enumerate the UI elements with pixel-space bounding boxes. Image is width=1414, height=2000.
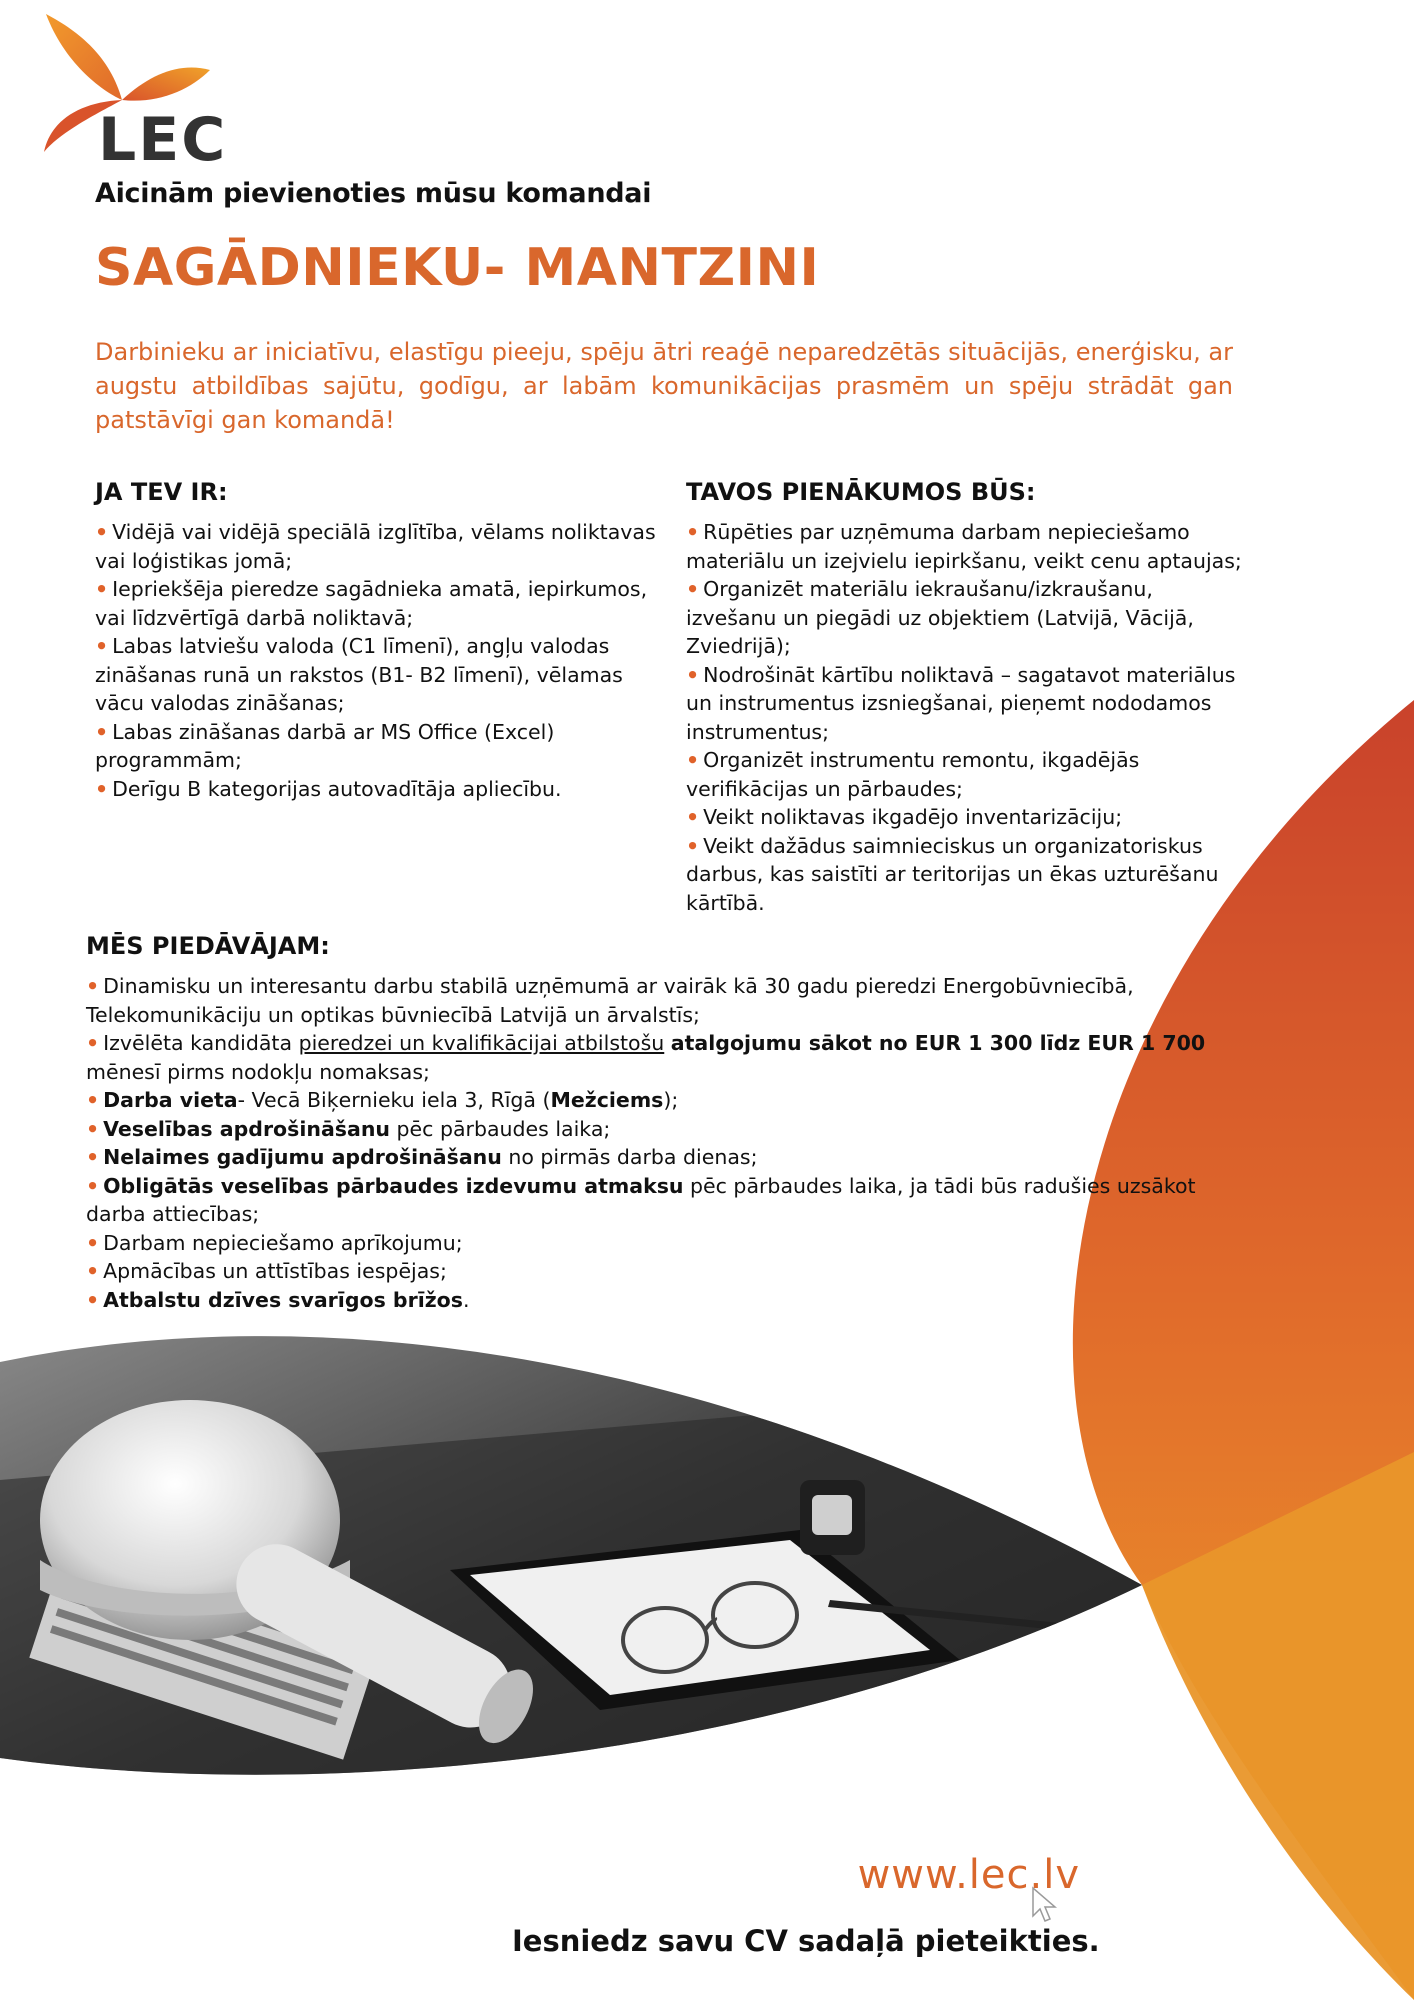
bullet-icon: • [686, 577, 700, 601]
bullet-icon: • [686, 748, 700, 772]
bullet-icon: • [86, 1116, 100, 1141]
bullet-icon: • [686, 520, 700, 544]
bullet-icon: • [95, 719, 109, 744]
offer-list [86, 972, 1216, 1314]
salary-range: atalgojumu sākot no EUR 1 300 līdz EUR 1 700 [670, 1031, 1206, 1055]
duties-list [686, 518, 1246, 917]
bullet-icon: • [95, 634, 109, 658]
bullet-icon: • [86, 1230, 100, 1255]
bullet-icon: • [86, 1145, 100, 1169]
bullet-icon: • [686, 833, 700, 858]
list-item: • Darba vieta- Vecā Biķernieku iela 3, Rīgā (Mežciems); [86, 1088, 679, 1112]
list-item: • Labas zināšanas darbā ar MS Office (Excel) programmām; [95, 719, 555, 772]
duties-section [686, 478, 1246, 917]
list-item: • Apmācības un attīstības iespējas; [86, 1259, 447, 1283]
desk-photo [0, 1300, 1160, 1820]
list-item: • Dinamisku un interesantu darbu stabilā uzņēmumā ar vairāk kā 30 gadu pieredzi Energobūvniecībā, Telekomunikāciju un optikas būvniecībā Latvijā un ārvalstīs; [86, 974, 1134, 1027]
duties-heading: TAVOS PIENĀKUMOS BŪS: [686, 478, 1036, 506]
bullet-icon: • [95, 520, 109, 544]
lec-logo [40, 12, 250, 175]
list-item: • Izvēlēta kandidāta pieredzei un kvalifikācijai atbilstošu atalgojumu sākot no EUR 1 300 līdz EUR 1 700 mēnesī pirms nodokļu nomaksas; [86, 1031, 1206, 1084]
list-item: • Veselības apdrošināšanu pēc pārbaudes laika; [86, 1116, 611, 1141]
bullet-icon: • [86, 1259, 100, 1283]
cta-text: Iesniedz savu CV sadaļā pieteikties. [512, 1924, 1100, 1958]
mouse-cursor-icon [1030, 1886, 1060, 1926]
list-item: • Rūpēties par uzņēmuma darbam nepieciešamo materiālu un izejvielu iepirkšanu, veikt cenu aptaujas; [686, 520, 1242, 573]
list-item: • Darbam nepieciešamo aprīkojumu; [86, 1230, 463, 1255]
list-item: • Veikt noliktavas ikgadējo inventarizāciju; [686, 805, 1123, 829]
bullet-icon: • [686, 662, 700, 687]
list-item: • Iepriekšēja pieredze sagādnieka amatā, iepirkumos, vai līdzvērtīgā darbā noliktavā; [95, 577, 648, 630]
bullet-icon: • [86, 1173, 100, 1198]
list-item: • Vidējā vai vidējā speciālā izglītība, vēlams noliktavas vai loģistikas jomā; [95, 520, 656, 573]
list-item: • Organizēt materiālu iekraušanu/izkraušanu, izvešanu un piegādi uz objektiem (Latvijā, Vācijā, Zviedrijā); [686, 577, 1194, 658]
list-item: • Derīgu B kategorijas autovadītāja apliecību. [95, 776, 562, 801]
logo-wordmark: LEC [98, 105, 228, 175]
list-item: • Nelaimes gadījumu apdrošināšanu no pirmās darba dienas; [86, 1145, 758, 1169]
bullet-icon: • [86, 974, 100, 998]
requirements-list [95, 518, 675, 803]
offer-heading: MĒS PIEDĀVĀJAM: [86, 932, 330, 960]
invite-heading: Aicinām pievienoties mūsu komandai [95, 178, 652, 209]
bullet-icon: • [95, 776, 109, 801]
bullet-icon: • [686, 805, 700, 829]
bullet-icon: • [86, 1287, 100, 1312]
list-item: • Atbalstu dzīves svarīgos brīžos. [86, 1287, 470, 1312]
bullet-icon: • [86, 1031, 100, 1055]
list-item: • Labas latviešu valoda (C1 līmenī), angļu valodas zināšanas runā un rakstos (B1- B2 līmenī), vēlamas vācu valodas zināšanas; [95, 634, 623, 715]
position-title: SAGĀDNIEKU- MANTZINI [95, 238, 820, 298]
list-item: • Organizēt instrumentu remontu, ikgadējās verifikācijas un pārbaudes; [686, 748, 1140, 801]
website-link[interactable]: www.lec.lv [857, 1852, 1080, 1898]
list-item: • Nodrošināt kārtību noliktavā – sagatavot materiālus un instrumentus izsniegšanai, pieņemt nododamos instrumentus; [686, 662, 1236, 744]
list-item: • Veikt dažādus saimnieciskus un organizatoriskus darbus, kas saistīti ar teritorijas un ēkas uzturēšanu kārtībā. [686, 833, 1219, 915]
bullet-icon: • [95, 577, 109, 601]
bullet-icon: • [86, 1088, 100, 1112]
list-item: • Obligātās veselības pārbaudes izdevumu atmaksu pēc pārbaudes laika, ja tādi būs radušies uzsākot darba attiecības; [86, 1173, 1196, 1226]
intro-paragraph: Darbinieku ar iniciatīvu, elastīgu pieeju, spēju ātri reaģē neparedzētās situācijās, enerģisku, ar augstu atbildības sajūtu, godīgu, ar labām komunikācijas prasmēm un spēju strādāt gan patstāvīgi gan komandā! [95, 338, 1233, 434]
offer-section [86, 932, 1216, 1314]
requirements-section [95, 478, 675, 803]
requirements-heading: JA TEV IR: [95, 478, 228, 506]
